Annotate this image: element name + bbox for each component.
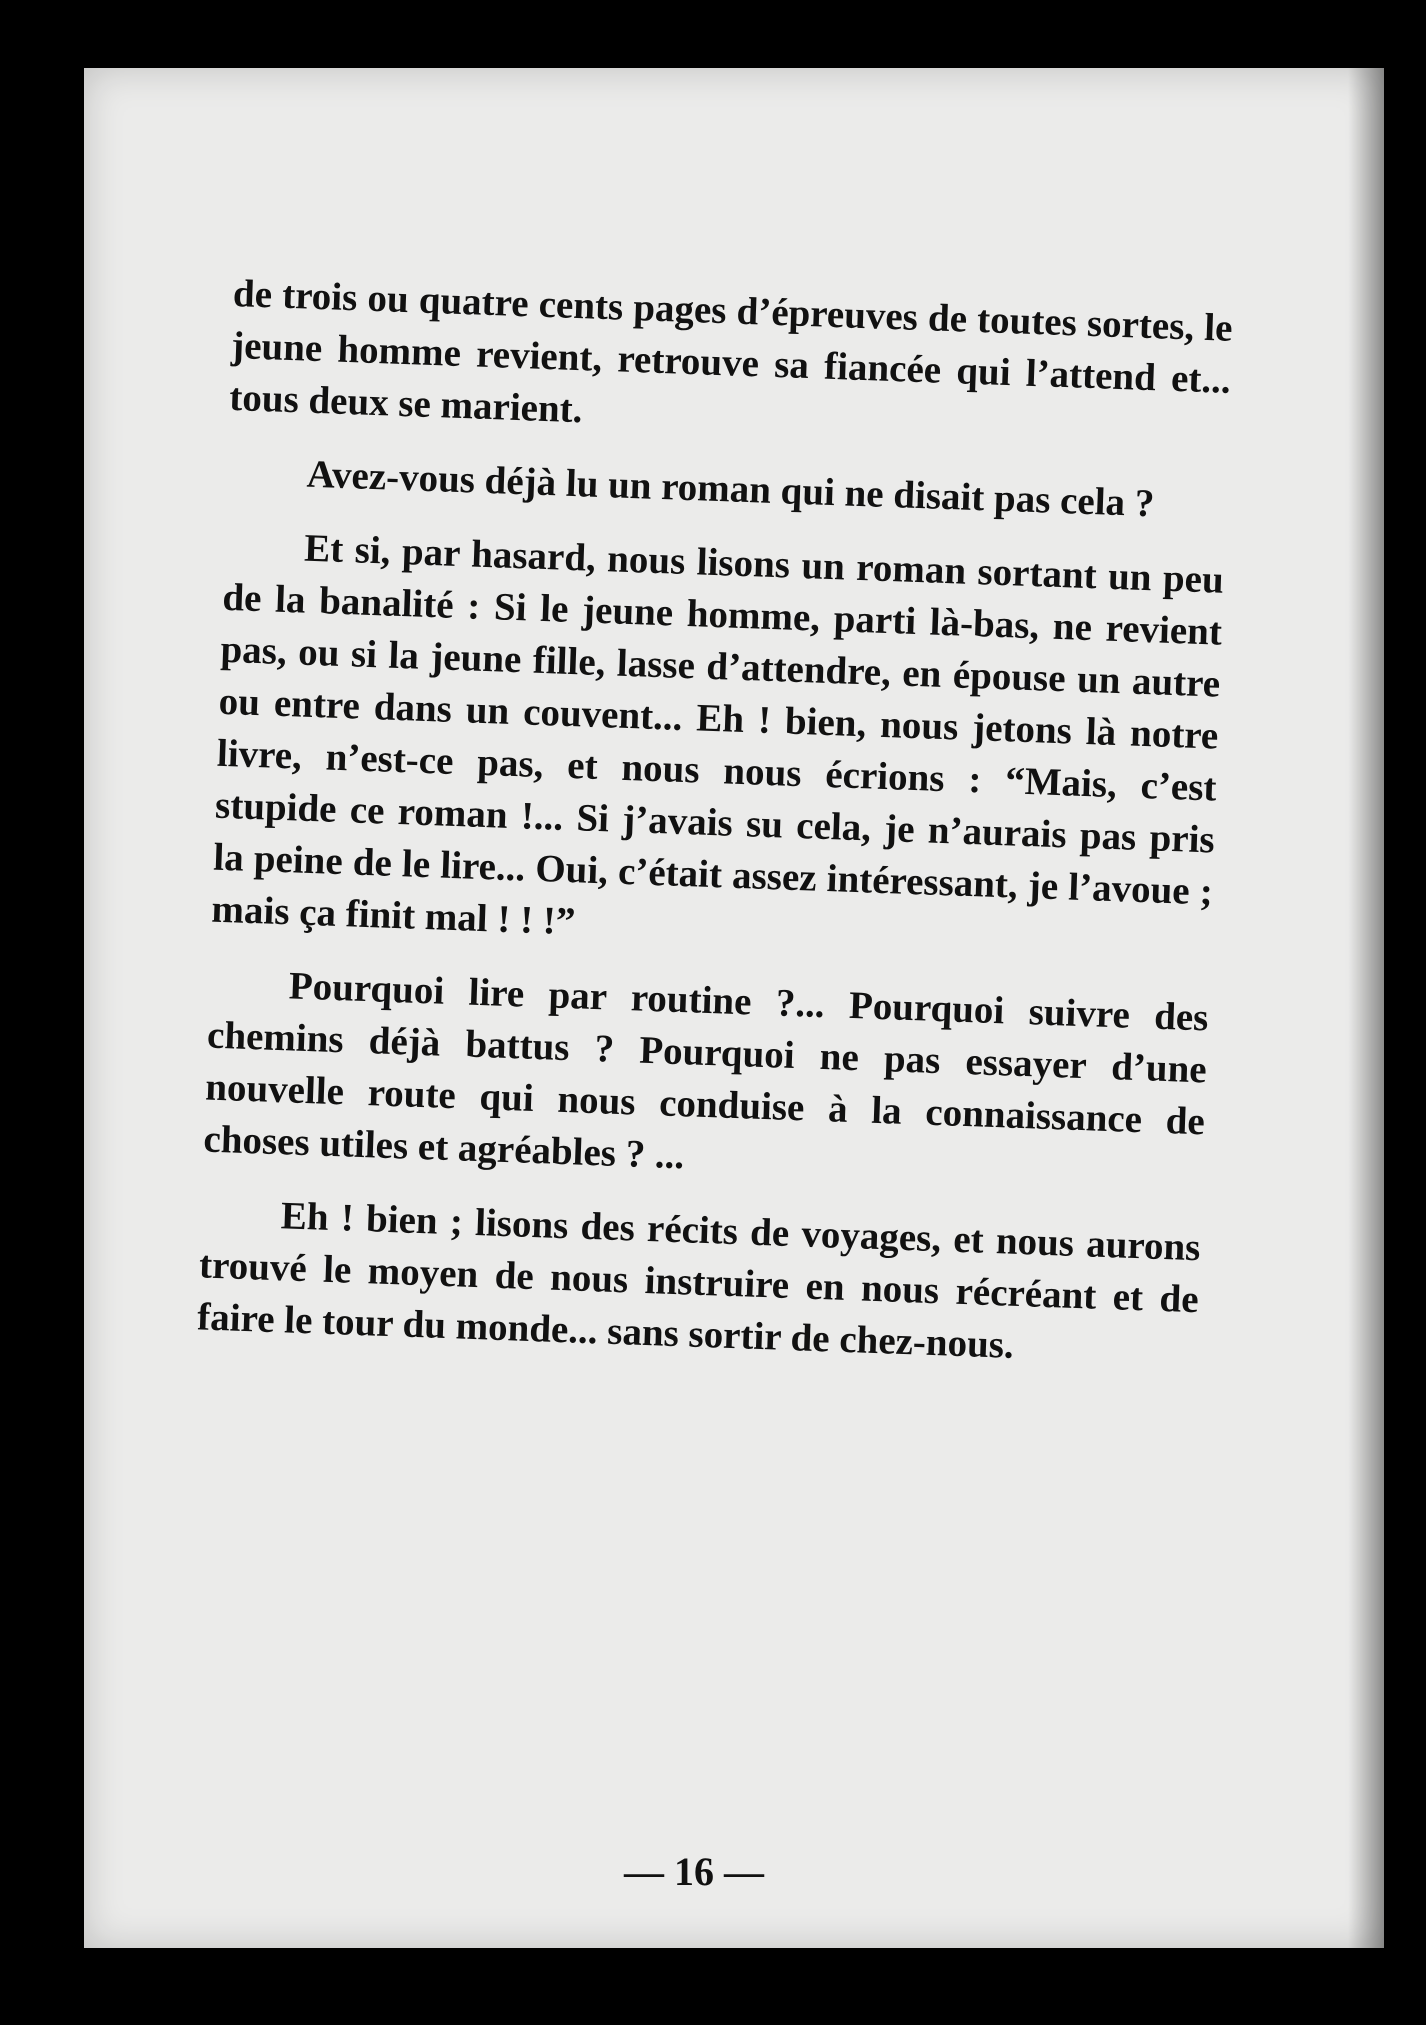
- paragraph-5: Eh ! bien ; lisons des récits de voyages, et nous aurons trouvé le moyen de nous instruire en nous récréant et de faire le tour du monde... sans sortir de chez-nous.: [196, 1194, 1202, 1367]
- book-page: [84, 68, 1384, 1948]
- paragraph-4: Pourquoi lire par routine ?... Pourquoi suivre des chemins déjà battus ? Pourquoi ne pas essayer d’une nouvelle route qui nous conduise à la connaissance de choses utiles et agréables ? ...: [202, 964, 1210, 1178]
- paragraph-1: de trois ou quatre cents pages d’épreuves de toutes sortes, le jeune homme revient, retrouve sa fiancée qui l’attend et... tous deux se marient.: [228, 271, 1234, 432]
- body-text: [196, 268, 1234, 1400]
- paragraph-2: Avez-vous déjà lu un roman qui ne disait pas cela ?: [306, 452, 1156, 526]
- page-number: — 16 —: [624, 1849, 764, 1894]
- paragraph-3: Et si, par hasard, nous lisons un roman sortant un peu de la banalité : Si le jeune homme, parti là-bas, ne revient pas, ou si la jeune fille, lasse d’attendre, en épouse un autre ou entre dans un couvent... Eh ! bien, nous jetons là notre livre, n’est-ce pas, et nous nous écrions : “Mais, c’est stupide ce roman !... Si j’avais su cela, je n’aurais pas pris la peine de le lire... Oui, c’était assez intéressant, je l’avoue ; mais ça finit mal ! ! !”: [210, 526, 1225, 944]
